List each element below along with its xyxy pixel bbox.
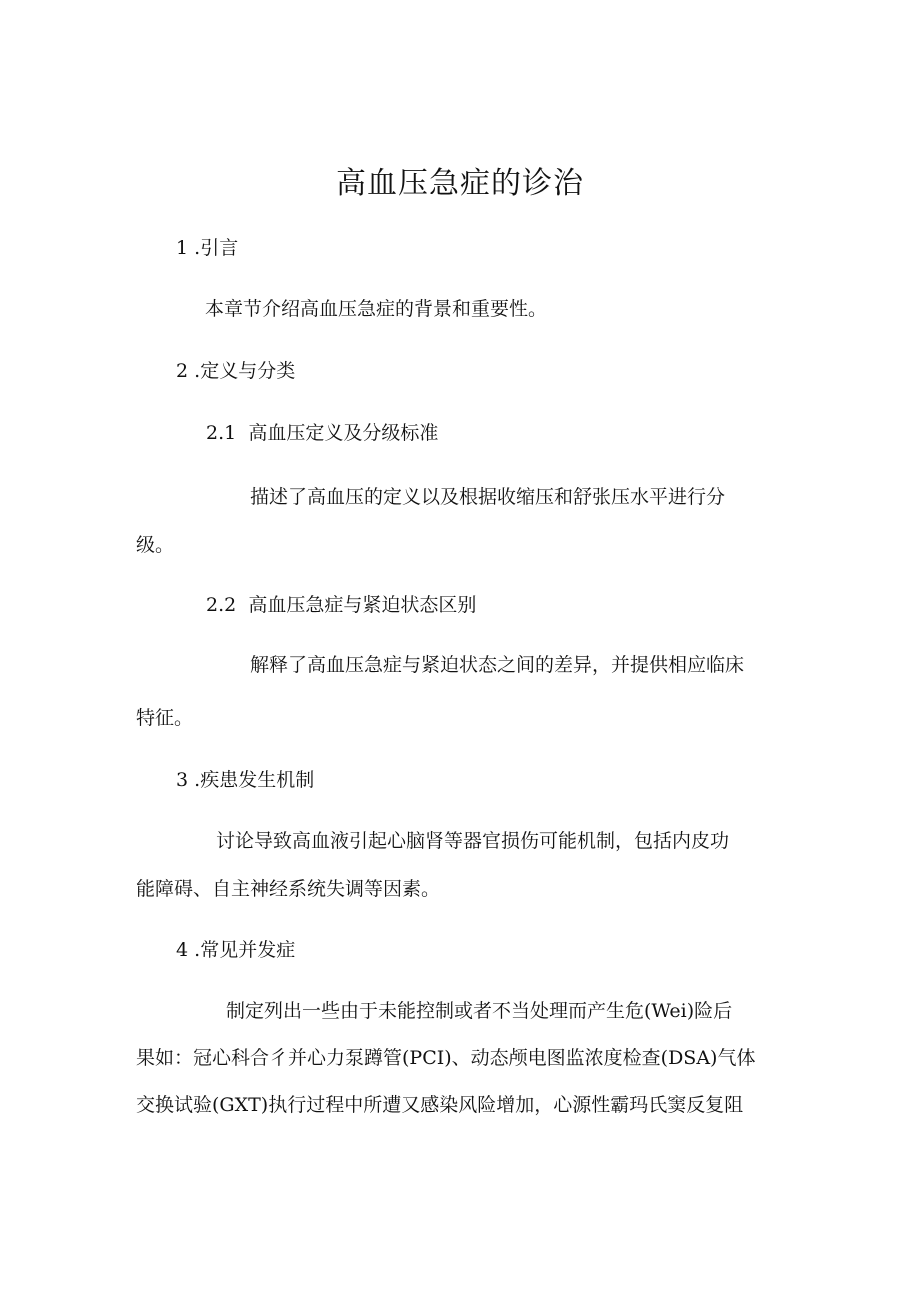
- section-heading-3: 3 .疾患发生机制: [176, 769, 315, 791]
- paragraph-line: 本章节介绍高血压急症的背景和重要性。: [205, 298, 548, 320]
- section-number: 2: [176, 360, 189, 382]
- section-heading-2-2: [206, 593, 476, 617]
- document-title: 高血压急症的诊治: [336, 166, 584, 201]
- paragraph-line: 讨论导致高血液引起心脑肾等器官损伤可能机制，包括内皮功: [216, 830, 730, 852]
- section-heading-text: 疾患发生机制: [200, 769, 315, 791]
- section-number: 2.2: [206, 594, 237, 616]
- section-number: 1: [176, 237, 189, 259]
- section-number: 2.1: [206, 422, 237, 444]
- paragraph-line: 描述了高血压的定义以及根据收缩压和舒张压水平进行分: [250, 486, 726, 508]
- section-heading-text: 常见并发症: [200, 939, 296, 961]
- paragraph-line: 能障碍、自主神经系统失调等因素。: [136, 878, 441, 900]
- section-heading-2-1: [206, 421, 438, 445]
- section-number: 3: [176, 769, 189, 791]
- paragraph-line: 解释了高血压急症与紧迫状态之间的差异，并提供相应临床: [250, 654, 745, 676]
- section-heading-text: 高血压急症与紧迫状态区别: [248, 594, 477, 616]
- section-heading-text: 定义与分类: [200, 360, 296, 382]
- paragraph-line: 制定列出一些由于未能控制或者不当处理而产生危(Wei)险后: [226, 1000, 733, 1022]
- paragraph-line: 级。: [136, 534, 175, 556]
- paragraph-line: 交换试验(GXT)执行过程中所遭又感染风险增加，心源性霸玛氏窦反复阻: [136, 1094, 744, 1116]
- section-heading-text: 引言: [200, 237, 239, 259]
- section-heading-1: 1 .引言: [176, 237, 239, 259]
- paragraph-line: 果如：冠心科合彳并心力泵蹲管(PCI)、动态颅电图监浓度检查(DSA)气体: [136, 1047, 756, 1069]
- section-heading-4: 4 .常见并发症: [176, 939, 296, 961]
- section-number: 4: [176, 939, 189, 961]
- paragraph-line: 特征。: [136, 707, 194, 729]
- section-heading-2: 2 .定义与分类: [176, 360, 296, 382]
- section-heading-text: 高血压定义及分级标准: [248, 422, 439, 444]
